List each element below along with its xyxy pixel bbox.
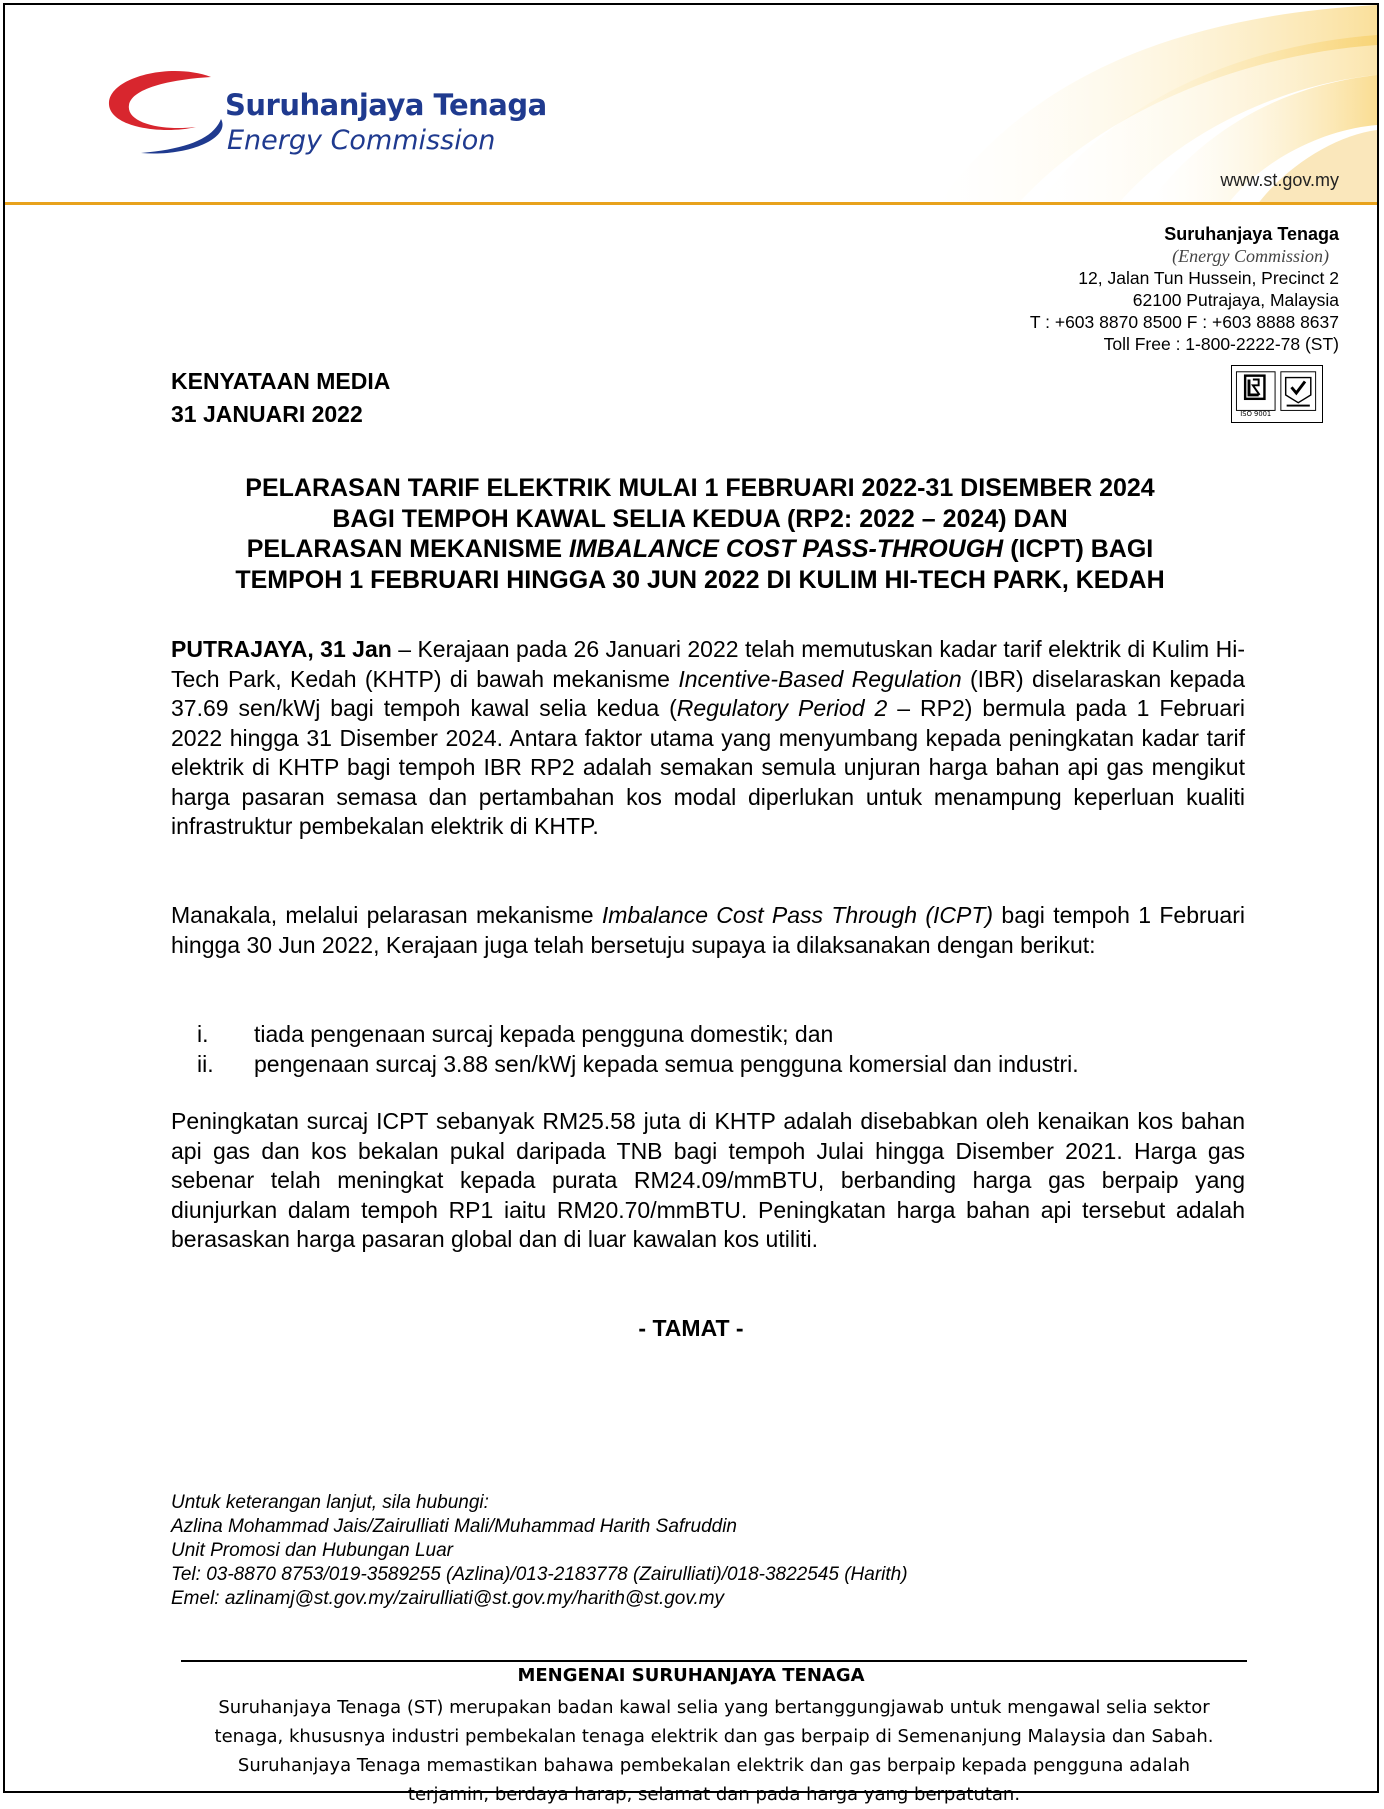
title-line3: PELARASAN MEKANISME IMBALANCE COST PASS-THROUGH (ICPT) BAGI	[246, 535, 1154, 563]
header-divider	[5, 202, 1377, 205]
brand-name: Suruhanjaya Tenaga	[225, 88, 547, 122]
iso-label: ISO 9001	[1240, 410, 1272, 419]
statement-type: KENYATAAN MEDIA	[171, 368, 391, 394]
address-block	[1030, 223, 1339, 355]
title-line4: TEMPOH 1 FEBRUARI HINGGA 30 JUN 2022 DI KULIM HI-TECH PARK, KEDAH	[235, 565, 1165, 594]
paragraph-3: Peningkatan surcaj ICPT sebanyak RM25.58 juta di KHTP adalah disebabkan oleh kenaikan kos bahan api gas dan kos bekalan pukal daripada TNB bagi tempoh Julai hingga Disember 2021. Harga gas sebenar telah meningkat kepada purata RM24.09/mmBTU, berbanding harga gas berpaip yang diunjurkan dalam tempoh RP1 iaitu RM20.70/mmBTU. Peningkatan harga bahan api tersebut adalah berasaskan harga pasaran global dan di luar kawalan kos utiliti.	[171, 1108, 1245, 1252]
address-phone: T : +603 8870 8500 F : +603 8888 8637	[1029, 312, 1339, 332]
about-heading: MENGENAI SURUHANJAYA TENAGA	[517, 1665, 865, 1686]
media-statement-label	[171, 365, 390, 431]
brand-subtitle: Energy Commission	[227, 125, 496, 156]
paragraph-2: Manakala, melalui pelarasan mekanisme Imbalance Cost Pass Through (ICPT) bagi tempoh 1 Februari hingga 30 Jun 2022, Kerajaan juga telah bersetuju supaya ia dilaksanakan dengan berikut:	[171, 902, 1245, 958]
address-line2: 62100 Putrajaya, Malaysia	[1132, 290, 1339, 310]
footer-divider	[181, 1660, 1247, 1662]
press-release-page	[3, 3, 1379, 1805]
contact-email[interactable]: Emel: azlinamj@st.gov.my/zairulliati@st.gov.my/harith@st.gov.my	[171, 1588, 725, 1609]
end-marker: - TAMAT -	[638, 1315, 744, 1341]
measures-list	[171, 1019, 1079, 1079]
contact-info	[171, 1491, 908, 1611]
about-text: Suruhanjaya Tenaga (ST) merupakan badan kawal selia yang bertanggungjawab untuk mengawal selia sektor tenaga, khususnya industri pembekalan tenaga elektrik dan gas berpaip di Semenanjung Malaysia dan Sabah. Suruhanjaya Tenaga memastikan bahawa pembekalan elektrik dan gas berpaip kepada pengguna adalah terjamin, berdaya harap, selamat dan pada harga yang berpatutan.	[214, 1697, 1214, 1805]
dateline: PUTRAJAYA, 31 Jan	[171, 636, 392, 662]
address-tollfree: Toll Free : 1-800-2222-78 (ST)	[1103, 334, 1339, 354]
address-line1: 12, Jalan Tun Hussein, Precinct 2	[1078, 268, 1339, 288]
contact-intro: Untuk keterangan lanjut, sila hubungi:	[171, 1492, 489, 1513]
website-link[interactable]: www.st.gov.my	[1220, 170, 1339, 190]
address-org: Suruhanjaya Tenaga	[1164, 224, 1339, 244]
title-line2: BAGI TEMPOH KAWAL SELIA KEDUA (RP2: 2022 – 2024) DAN	[332, 504, 1068, 533]
address-org-sub: (Energy Commission)	[1172, 246, 1329, 266]
list-item: i. tiada pengenaan surcaj kepada pengguna domestik; dan	[197, 1021, 834, 1047]
iso-certification-badge	[1231, 365, 1323, 423]
energy-commission-logo	[101, 57, 241, 157]
page-title	[145, 473, 1255, 595]
contact-names: Azlina Mohammad Jais/Zairulliati Mali/Muhammad Harith Safruddin	[171, 1516, 737, 1537]
contact-phone: Tel: 03-8870 8753/019-3589255 (Azlina)/013-2183778 (Zairulliati)/018-3822545 (Harith)	[171, 1564, 908, 1585]
title-line1: PELARASAN TARIF ELEKTRIK MULAI 1 FEBRUARI 2022-31 DISEMBER 2024	[245, 474, 1155, 502]
statement-date: 31 JANUARI 2022	[171, 401, 363, 427]
contact-unit: Unit Promosi dan Hubungan Luar	[171, 1540, 454, 1561]
paragraph-1: PUTRAJAYA, 31 Jan – Kerajaan pada 26 Januari 2022 telah memutuskan kadar tarif elektrik di Kulim Hi-Tech Park, Kedah (KHTP) di bawah mekanisme Incentive-Based Regulation (IBR) diselaraskan kepada 37.69 sen/kWj bagi tempoh kawal selia kedua (Regulatory Period 2 – RP2) bermula pada 1 Februari 2022 hingga 31 Disember 2024. Antara faktor utama yang menyumbang kepada peningkatan kadar tarif elektrik di KHTP bagi tempoh IBR RP2 adalah semakan semula unjuran harga bahan api gas mengikut harga pasaran semasa dan pertambahan kos modal diperlukan untuk menampung keperluan kualiti infrastruktur pembekalan elektrik di KHTP.	[171, 636, 1245, 839]
list-item: ii. pengenaan surcaj 3.88 sen/kWj kepada semua pengguna komersial dan industri.	[197, 1051, 1079, 1077]
